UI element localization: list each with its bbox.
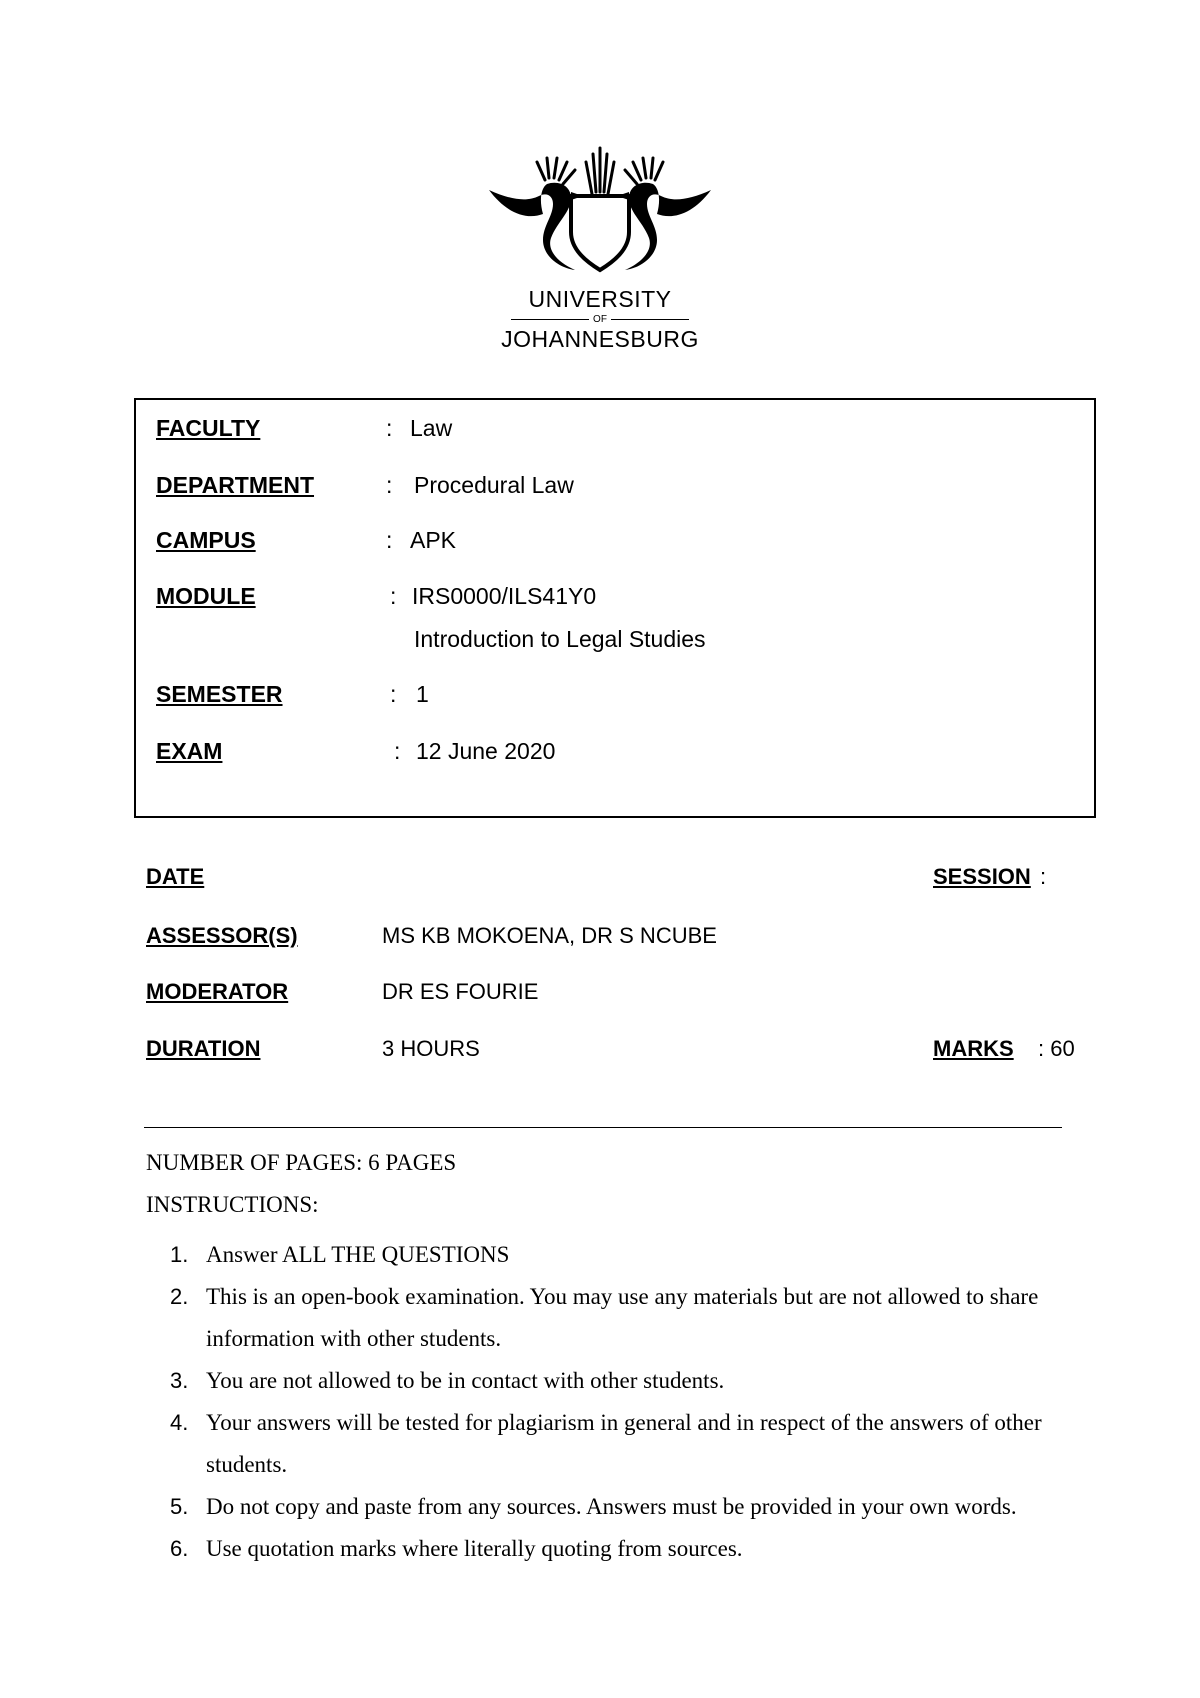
date-label: DATE (146, 864, 205, 889)
campus-label: CAMPUS (156, 527, 256, 553)
instruction-item (146, 1234, 1096, 1276)
session-colon: : (1040, 864, 1047, 889)
section-divider (144, 1127, 1062, 1128)
instruction-number: 4. (170, 1410, 189, 1435)
assessors-label: ASSESSOR(S) (146, 923, 298, 948)
instruction-item (146, 1528, 1096, 1570)
instruction-item (146, 1360, 1096, 1402)
faculty-value: Law (410, 415, 453, 441)
instruction-text: Do not copy and paste from any sources. Answers must be provided in your own words. (206, 1494, 1017, 1519)
university-logo-text (470, 286, 730, 352)
campus-colon: : (386, 527, 393, 553)
module-colon: : (390, 583, 397, 609)
module-label: MODULE (156, 583, 256, 609)
logo-of-text: OF (593, 313, 607, 325)
instruction-number: 6. (170, 1536, 189, 1561)
exam-date-value: 12 June 2020 (416, 738, 556, 764)
instruction-item (146, 1486, 1096, 1528)
faculty-label: FACULTY (156, 415, 261, 441)
instruction-item (146, 1276, 1096, 1360)
instruction-text: Your answers will be tested for plagiarism in general and in respect of the answers of other students. (206, 1410, 1042, 1477)
instructions-list (146, 1234, 1096, 1570)
logo-johannesburg-text: JOHANNESBURG (501, 326, 699, 352)
semester-label: SEMESTER (156, 681, 283, 707)
logo-of-divider (470, 312, 730, 326)
instruction-text: Answer ALL THE QUESTIONS (206, 1242, 510, 1267)
duration-label: DURATION (146, 1036, 261, 1061)
marks-label: MARKS (933, 1036, 1014, 1061)
semester-value: 1 (416, 681, 429, 707)
instruction-number: 2. (170, 1284, 189, 1309)
instruction-number: 3. (170, 1368, 189, 1393)
logo-university-text: UNIVERSITY (528, 286, 672, 312)
module-title-value: Introduction to Legal Studies (414, 626, 706, 652)
instructions-title: INSTRUCTIONS: (146, 1192, 319, 1217)
department-colon: : (386, 472, 393, 498)
instruction-number: 1. (170, 1242, 189, 1267)
university-emblem-icon (487, 140, 713, 280)
instruction-number: 5. (170, 1494, 189, 1519)
assessors-value: MS KB MOKOENA, DR S NCUBE (382, 923, 717, 948)
instruction-text: This is an open-book examination. You may use any materials but are not allowed to share information with other students. (206, 1284, 1039, 1351)
session-label: SESSION (933, 864, 1031, 889)
department-value: Procedural Law (414, 472, 574, 498)
instruction-text: You are not allowed to be in contact with other students. (206, 1368, 725, 1393)
marks-value: : 60 (1038, 1036, 1075, 1061)
moderator-label: MODERATOR (146, 979, 289, 1004)
faculty-colon: : (386, 415, 393, 441)
semester-colon: : (390, 681, 397, 707)
number-of-pages: NUMBER OF PAGES: 6 PAGES (146, 1150, 457, 1175)
campus-value: APK (410, 527, 457, 553)
instruction-item (146, 1402, 1096, 1486)
exam-label: EXAM (156, 738, 223, 764)
moderator-value: DR ES FOURIE (382, 979, 539, 1004)
exam-colon: : (394, 738, 401, 764)
instruction-text: Use quotation marks where literally quoting from sources. (206, 1536, 743, 1561)
module-code-value: IRS0000/ILS41Y0 (412, 583, 597, 609)
department-label: DEPARTMENT (156, 472, 315, 498)
exam-details-box (134, 398, 1096, 818)
duration-value: 3 HOURS (382, 1036, 480, 1061)
